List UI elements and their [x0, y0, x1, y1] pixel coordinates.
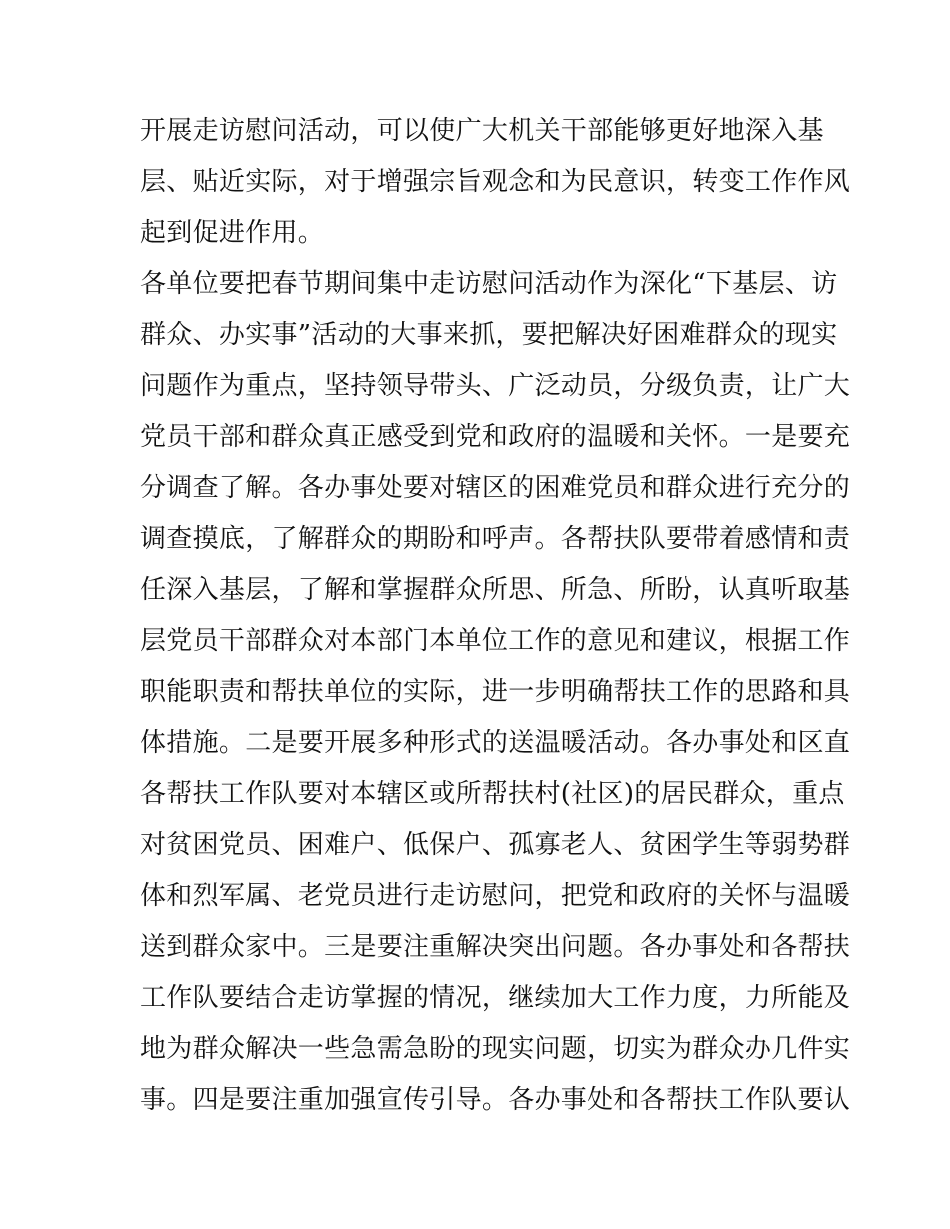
text-line-17: 送到群众家中。三是要注重解决突出问题。各办事处和各帮扶	[140, 932, 851, 962]
text-line-11: 层党员干部群众对本部门本单位工作的意见和建议，根据工作	[140, 626, 851, 656]
text-line-18: 工作队要结合走访掌握的情况，继续加大工作力度，力所能及	[140, 983, 851, 1013]
text-line-15: 对贫困党员、困难户、低保户、孤寡老人、贫困学生等弱势群	[140, 830, 851, 860]
text-line-7: 党员干部和群众真正感受到党和政府的温暖和关怀。一是要充	[140, 422, 851, 452]
text-line-12: 职能职责和帮扶单位的实际，进一步明确帮扶工作的思路和具	[140, 677, 851, 707]
text-line-5: 群众、办实事”活动的大事来抓，要把解决好困难群众的现实	[140, 320, 838, 350]
text-line-16: 体和烈军属、老党员进行走访慰问，把党和政府的关怀与温暖	[140, 881, 851, 911]
text-line-20: 事。四是要注重加强宣传引导。各办事处和各帮扶工作队要认	[140, 1085, 851, 1115]
text-line-4: 各单位要把春节期间集中走访慰问活动作为深化“下基层、访	[140, 269, 838, 299]
text-line-19: 地为群众解决一些急需急盼的现实问题，切实为群众办几件实	[140, 1034, 851, 1064]
text-line-3: 起到促进作用。	[140, 218, 325, 248]
text-line-6: 问题作为重点，坚持领导带头、广泛动员，分级负责，让广大	[140, 371, 851, 401]
text-line-13: 体措施。二是要开展多种形式的送温暖活动。各办事处和区直	[140, 728, 851, 758]
text-line-14: 各帮扶工作队要对本辖区或所帮扶村(社区)的居民群众，重点	[140, 779, 845, 809]
body-text	[140, 110, 851, 1130]
text-line-8: 分调查了解。各办事处要对辖区的困难党员和群众进行充分的	[140, 473, 851, 503]
text-line-10: 任深入基层，了解和掌握群众所思、所急、所盼，认真听取基	[140, 575, 851, 605]
text-line-9: 调查摸底，了解群众的期盼和呼声。各帮扶队要带着感情和责	[140, 524, 851, 554]
text-line-2: 层、贴近实际，对于增强宗旨观念和为民意识，转变工作作风	[140, 167, 851, 197]
text-line-1: 开展走访慰问活动，可以使广大机关干部能够更好地深入基	[140, 116, 824, 146]
